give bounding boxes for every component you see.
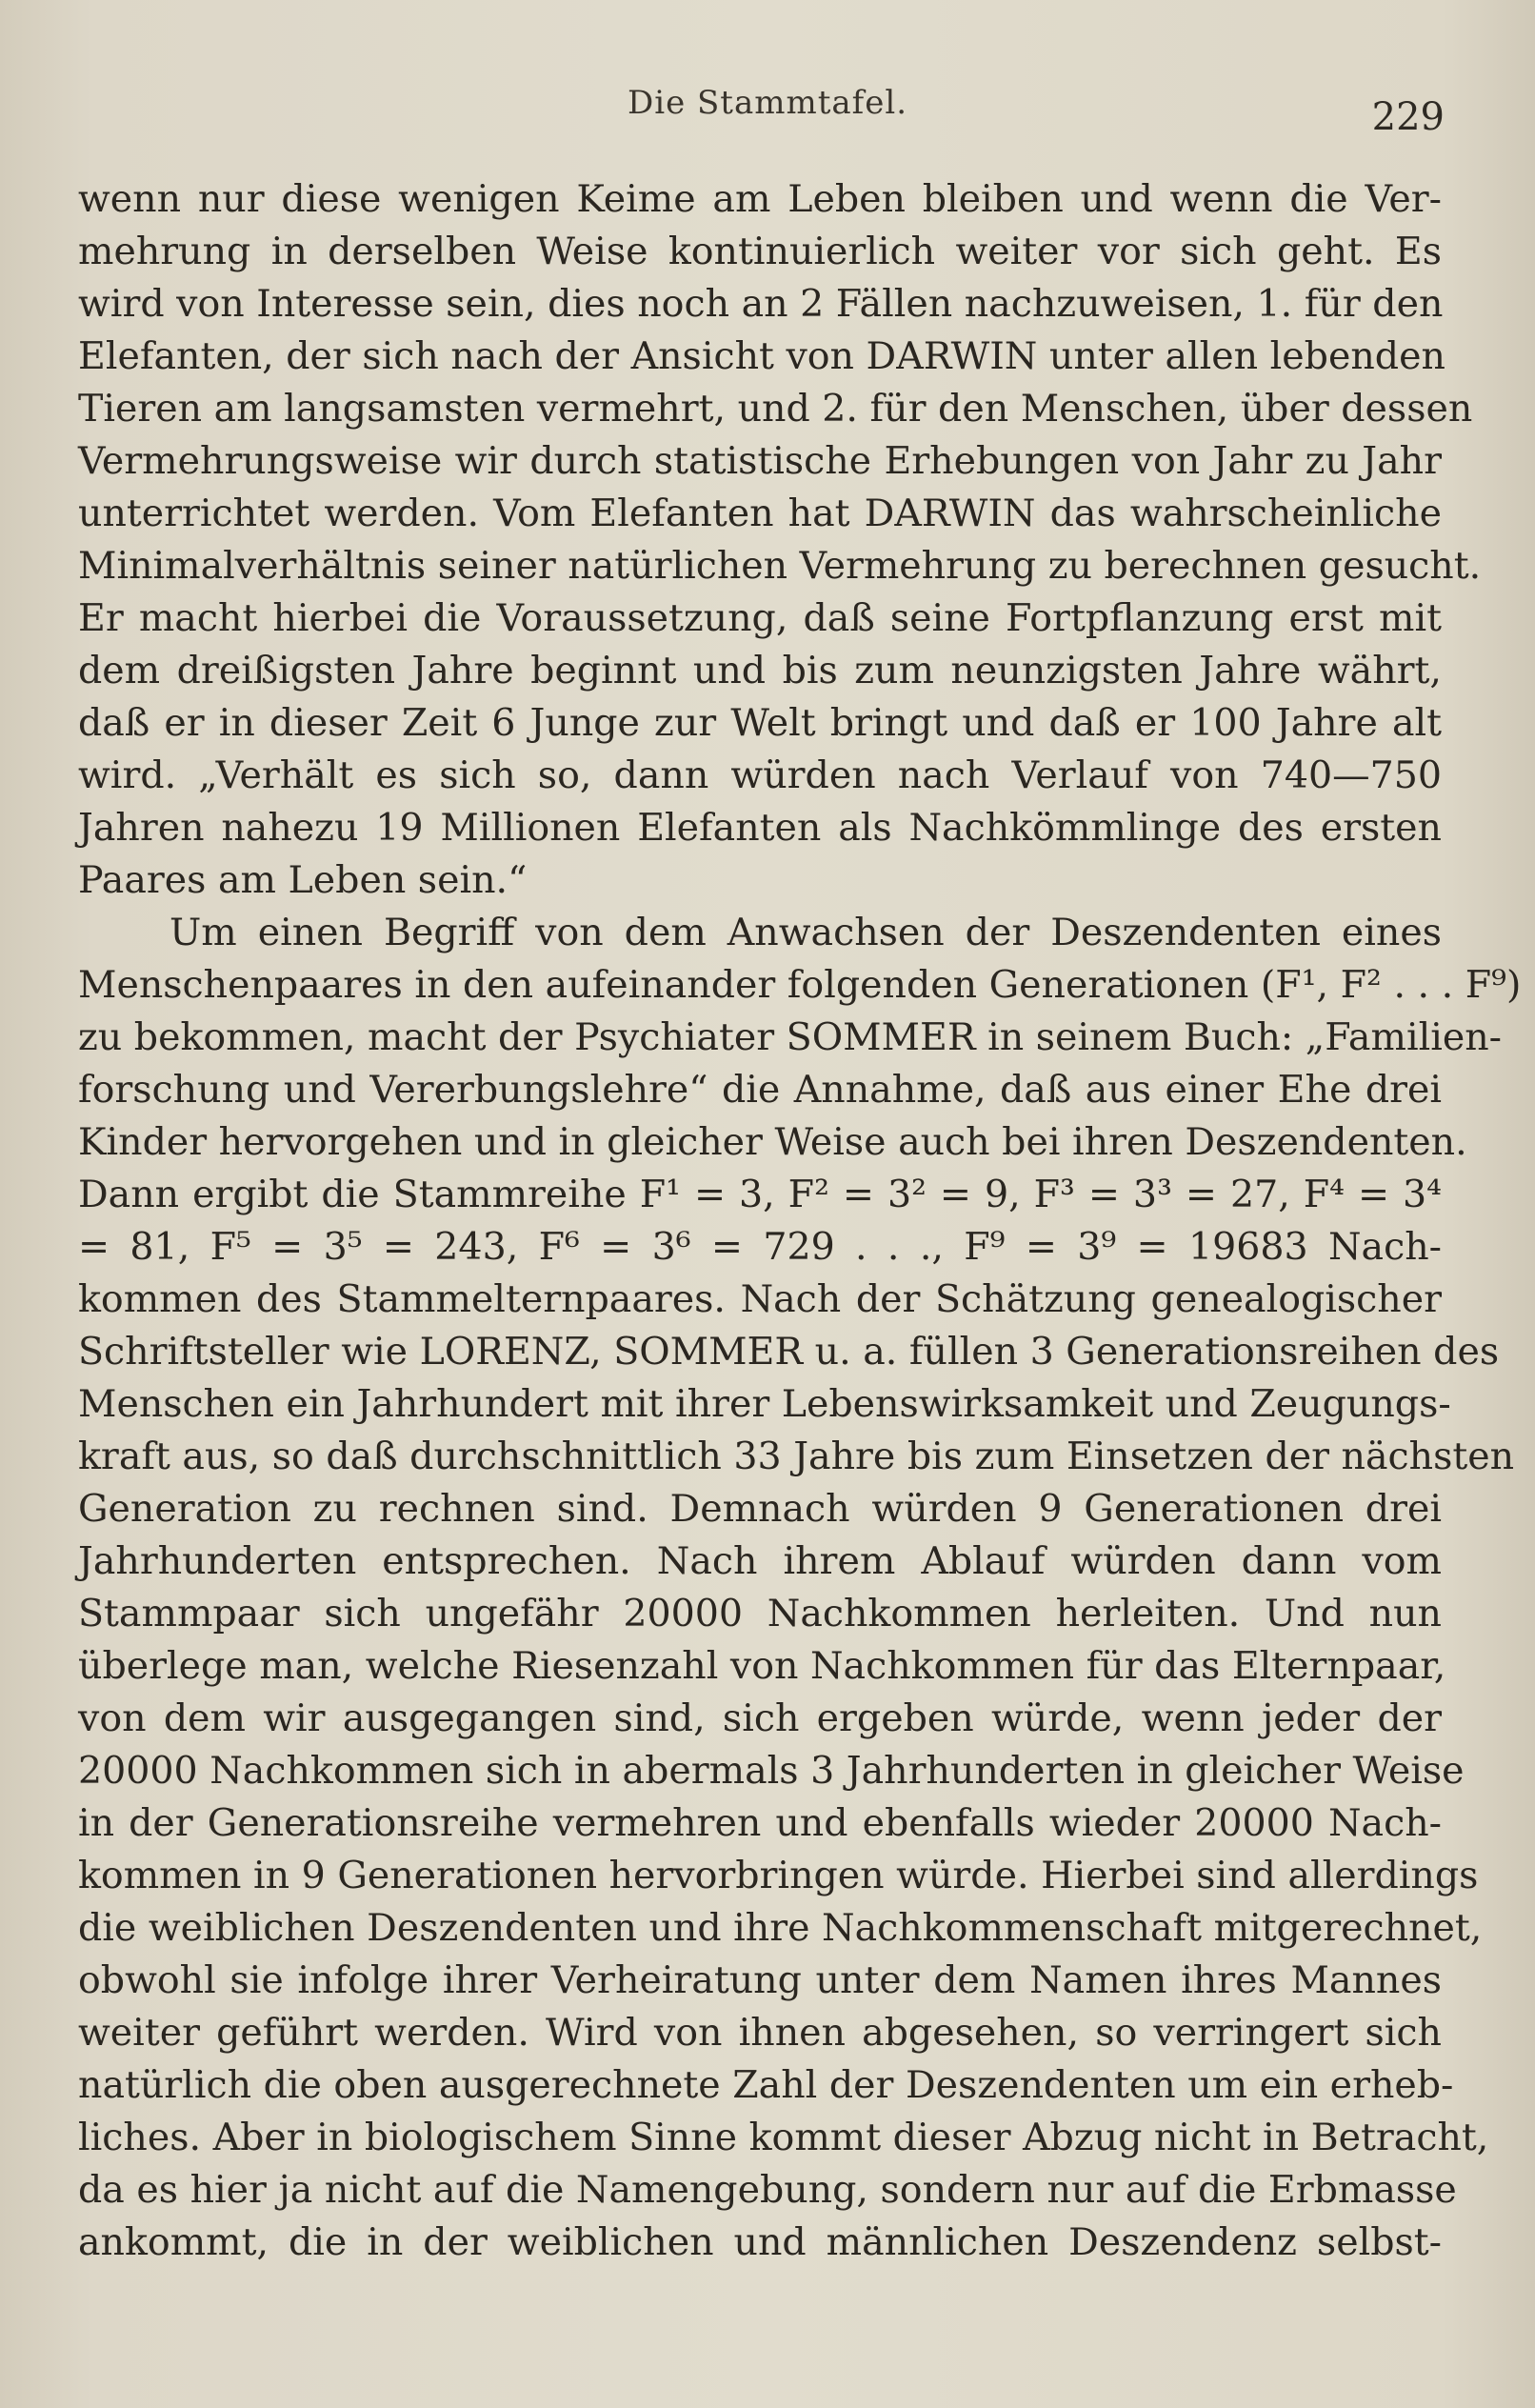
text-line: Minimalverhältnis seiner natürlichen Vermehrung zu berechnen gesucht. xyxy=(78,544,1482,588)
text-line: Menschen ein Jahrhundert mit ihrer Lebenswirksamkeit und Zeugungs- xyxy=(78,1382,1451,1426)
text-line: zu bekommen, macht der Psychiater SOMMER in seinem Buch: „Familien- xyxy=(78,1015,1503,1059)
text-line: wenn nur diese wenigen Keime am Leben bleiben und wenn die Ver- xyxy=(78,177,1442,221)
body-text xyxy=(78,173,1522,2269)
text-line: Elefanten, der sich nach der Ansicht von DARWIN unter allen lebenden xyxy=(78,334,1445,378)
text-line: unterrichtet werden. Vom Elefanten hat DARWIN das wahrscheinliche xyxy=(78,492,1442,535)
text-line: ankommt, die in der weiblichen und männlichen Deszendenz selbst- xyxy=(78,2220,1442,2264)
text-line: Generation zu rechnen sind. Demnach würden 9 Generationen drei xyxy=(78,1487,1442,1531)
text-line: Tieren am langsamsten vermehrt, und 2. für den Menschen, über dessen xyxy=(78,387,1473,431)
text-line: = 81, F⁵ = 3⁵ = 243, F⁶ = 3⁶ = 729 . . ., F⁹ = 3⁹ = 19683 Nach- xyxy=(78,1225,1442,1269)
text-line: daß er in dieser Zeit 6 Junge zur Welt bringt und daß er 100 Jahre alt xyxy=(78,701,1442,745)
text-line: liches. Aber in biologischem Sinne kommt dieser Abzug nicht in Betracht, xyxy=(78,2116,1489,2159)
text-line: da es hier ja nicht auf die Namengebung, sondern nur auf die Erbmasse xyxy=(78,2168,1457,2212)
text-line: überlege man, welche Riesenzahl von Nachkommen für das Elternpaar, xyxy=(78,1644,1446,1688)
text-line: von dem wir ausgegangen sind, sich ergeben würde, wenn jeder der xyxy=(78,1696,1442,1740)
text-line: Dann ergibt die Stammreihe F¹ = 3, F² = 3² = 9, F³ = 3³ = 27, F⁴ = 3⁴ xyxy=(78,1173,1442,1216)
text-line: weiter geführt werden. Wird von ihnen abgesehen, so verringert sich xyxy=(78,2011,1442,2055)
text-line: in der Generationsreihe vermehren und ebenfalls wieder 20000 Nach- xyxy=(78,1801,1442,1845)
text-line: wird von Interesse sein, dies noch an 2 Fällen nachzuweisen, 1. für den xyxy=(78,282,1444,326)
text-line-paragraph-end: Paares am Leben sein.“ xyxy=(78,858,528,902)
text-line: Stammpaar sich ungefähr 20000 Nachkommen herleiten. Und nun xyxy=(78,1592,1442,1635)
text-line: die weiblichen Deszendenten und ihre Nachkommenschaft mitgerechnet, xyxy=(78,1906,1483,1950)
text-line: Er macht hierbei die Voraussetzung, daß seine Fortpflanzung erst mit xyxy=(78,596,1442,640)
text-line: dem dreißigsten Jahre beginnt und bis zum neunzigsten Jahre währt, xyxy=(78,649,1442,692)
text-line: 20000 Nachkommen sich in abermals 3 Jahrhunderten in gleicher Weise xyxy=(78,1749,1465,1793)
text-line: Menschenpaares in den aufeinander folgenden Generationen (F¹, F² . . . F⁹) xyxy=(78,963,1522,1007)
text-line: kommen des Stammelternpaares. Nach der Schätzung genealogischer xyxy=(78,1277,1442,1321)
text-line-paragraph-start: Um einen Begriff von dem Anwachsen der Deszendenten eines xyxy=(169,911,1442,954)
text-line: Jahren nahezu 19 Millionen Elefanten als Nachkömmlinge des ersten xyxy=(78,806,1442,850)
text-line: kraft aus, so daß durchschnittlich 33 Jahre bis zum Einsetzen der nächsten xyxy=(78,1435,1515,1478)
text-line: forschung und Vererbungslehre“ die Annahme, daß aus einer Ehe drei xyxy=(78,1068,1442,1112)
text-line: kommen in 9 Generationen hervorbringen würde. Hierbei sind allerdings xyxy=(78,1854,1479,1897)
text-line: wird. „Verhält es sich so, dann würden nach Verlauf von 740—750 xyxy=(78,753,1442,797)
text-line: mehrung in derselben Weise kontinuierlich weiter vor sich geht. Es xyxy=(78,230,1442,273)
page-number: 229 xyxy=(1371,95,1445,139)
text-line: natürlich die oben ausgerechnete Zahl der Deszendenten um ein erheb- xyxy=(78,2063,1454,2107)
text-line: obwohl sie infolge ihrer Verheiratung unter dem Namen ihres Mannes xyxy=(78,1958,1442,2002)
running-title: Die Stammtafel. xyxy=(627,84,908,122)
text-line: Jahrhunderten entsprechen. Nach ihrem Ablauf würden dann vom xyxy=(78,1539,1442,1583)
text-line: Kinder hervorgehen und in gleicher Weise auch bei ihren Deszendenten. xyxy=(78,1120,1467,1164)
text-line: Vermehrungsweise wir durch statistische Erhebungen von Jahr zu Jahr xyxy=(78,439,1442,483)
text-line: Schriftsteller wie LORENZ, SOMMER u. a. füllen 3 Generationsreihen des xyxy=(78,1330,1500,1374)
